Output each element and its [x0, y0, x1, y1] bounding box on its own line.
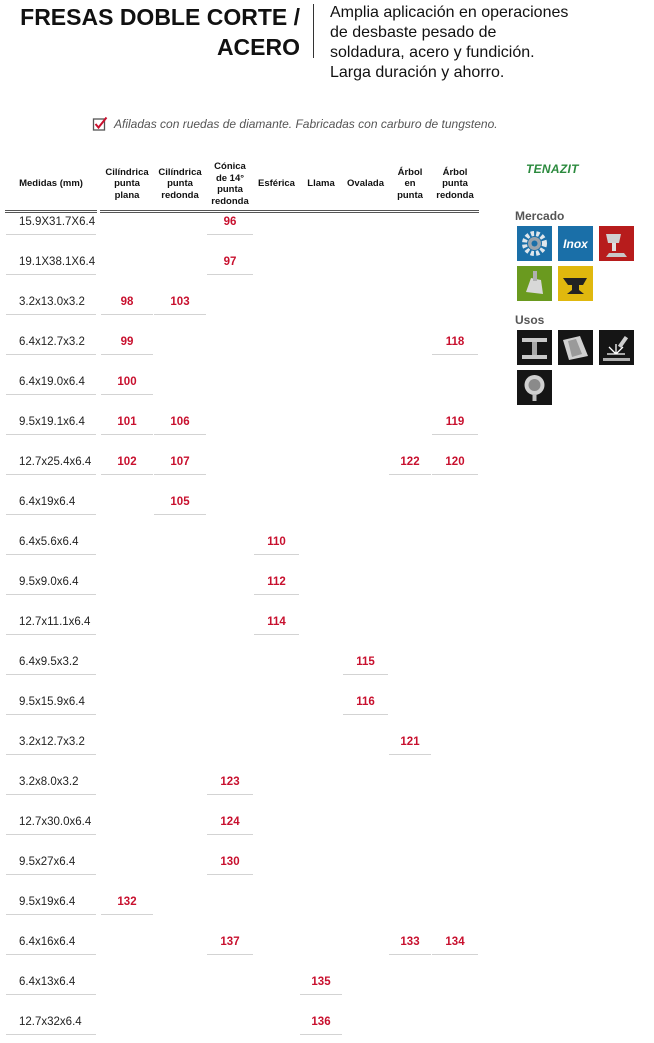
column-header-line: Cónica [214, 161, 246, 172]
column-header [6, 178, 96, 190]
page-reference-link[interactable]: 124 [220, 816, 240, 828]
header-rule [100, 210, 154, 213]
feature-note [92, 116, 498, 132]
row-rule [6, 594, 96, 595]
cell-rule [207, 794, 253, 795]
cell-rule [432, 434, 478, 435]
header-rule [299, 210, 343, 213]
row-size-label: 6.4x9.5x3.2 [19, 656, 79, 668]
row-rule [6, 874, 96, 875]
description-line: Amplia aplicación en operaciones [330, 4, 569, 21]
column-header [254, 178, 299, 190]
inox-icon [558, 226, 593, 261]
casting-ladle-icon [517, 370, 552, 405]
title-line-2: ACERO [216, 34, 300, 60]
page-reference-link[interactable]: 110 [267, 536, 286, 548]
cell-rule [101, 354, 153, 355]
header-rule [206, 210, 254, 213]
row-size-label: 12.7x25.4x6.4 [19, 456, 92, 468]
page-reference-link[interactable]: 115 [356, 656, 375, 668]
page-reference-link[interactable]: 99 [120, 336, 134, 348]
column-header-line: Medidas (mm) [19, 178, 83, 190]
column-header-line: punta [114, 178, 140, 190]
description-line: Larga duración y ahorro. [330, 64, 505, 81]
row-rule [6, 354, 96, 355]
welding-sparks-icon [599, 330, 634, 365]
page-reference-link[interactable]: 121 [400, 736, 420, 748]
page-reference-link[interactable]: 116 [356, 696, 375, 708]
cell-rule [300, 994, 342, 995]
row-size-label: 12.7x11.1x6.4 [19, 616, 91, 628]
column-header [101, 167, 153, 202]
row-size-label: 9.5x9.0x6.4 [19, 576, 79, 588]
page-reference-link[interactable]: 102 [117, 456, 137, 468]
row-size-label: 9.5x19x6.4 [19, 896, 76, 908]
row-rule [6, 714, 96, 715]
column-header-line: Árbol [397, 166, 423, 178]
page-reference-link[interactable]: 130 [220, 856, 240, 868]
column-header-line: redonda [436, 189, 474, 201]
description-line: de desbaste pesado de [330, 24, 497, 41]
row-size-label: 6.4x12.7x3.2 [19, 336, 85, 348]
column-header-line: Ovalada [347, 178, 384, 190]
column-header-line: Esférica [258, 178, 295, 190]
column-header-line: Cilíndrica [105, 166, 149, 178]
row-rule [6, 834, 96, 835]
row-rule [6, 434, 96, 435]
page-reference-link[interactable]: 120 [445, 456, 465, 468]
page-reference-link[interactable]: 114 [267, 616, 286, 628]
row-rule [6, 954, 96, 955]
row-rule [6, 754, 96, 755]
row-rule [6, 234, 96, 235]
row-rule [6, 914, 96, 915]
row-rule [6, 994, 96, 995]
cell-rule [154, 474, 206, 475]
page-reference-link[interactable]: 118 [445, 336, 465, 348]
column-header-line: punta [397, 189, 423, 201]
page-reference-link[interactable]: 122 [400, 456, 420, 468]
row-size-label: 6.4x19x6.4 [19, 496, 76, 508]
inox-text: Inox [563, 236, 588, 251]
welding-hand-icon [517, 266, 552, 301]
page-reference-link[interactable]: 96 [223, 216, 237, 228]
page-reference-link[interactable]: 106 [170, 416, 190, 428]
cell-rule [101, 394, 153, 395]
header-rule [388, 210, 432, 213]
row-size-label: 9.5x19.1x6.4 [19, 416, 85, 428]
row-size-label: 6.4x16x6.4 [19, 936, 76, 948]
column-header-line: en [404, 178, 416, 190]
column-header [207, 161, 253, 207]
row-size-label: 6.4x13x6.4 [19, 976, 76, 988]
cell-rule [389, 954, 431, 955]
row-rule [6, 394, 96, 395]
mercado-label: Mercado [515, 209, 565, 223]
i-beam-profile-icon [517, 330, 552, 365]
title-line-1: FRESAS DOBLE CORTE / [20, 4, 300, 30]
cell-rule [343, 714, 388, 715]
column-header-line: Árbol [442, 166, 468, 178]
row-rule [6, 794, 96, 795]
row-size-label: 6.4x5.6x6.4 [19, 536, 79, 548]
description-line: soldadura, acero y fundición. [330, 44, 535, 61]
page-reference-link[interactable]: 112 [267, 576, 286, 588]
title-divider [313, 4, 314, 58]
cell-rule [207, 834, 253, 835]
page-reference-link[interactable]: 137 [220, 936, 240, 948]
column-header-line: Cilíndrica [158, 166, 202, 178]
row-rule [6, 514, 96, 515]
cell-rule [101, 314, 153, 315]
cell-rule [101, 474, 153, 475]
cell-rule [343, 674, 388, 675]
page-reference-link[interactable]: 101 [117, 416, 137, 428]
row-rule [6, 274, 96, 275]
row-rule [6, 1034, 96, 1035]
page-reference-link[interactable]: 134 [445, 936, 465, 948]
row-size-label: 3.2x13.0x3.2 [19, 296, 85, 308]
header-rule [431, 210, 479, 213]
page-reference-link[interactable]: 97 [223, 256, 237, 268]
cell-rule [207, 234, 253, 235]
header-rule [5, 210, 97, 213]
cell-rule [389, 474, 431, 475]
cell-rule [254, 594, 299, 595]
cell-rule [101, 914, 153, 915]
cell-rule [154, 314, 206, 315]
cell-rule [207, 954, 253, 955]
page-reference-link[interactable]: 100 [117, 376, 137, 388]
column-header [389, 167, 431, 202]
cell-rule [154, 514, 206, 515]
page-title [0, 2, 300, 62]
row-rule [6, 554, 96, 555]
brand-logo: TENAZIT [526, 162, 579, 176]
feature-note-text: Afiladas con ruedas de diamante. Fabricadas con carburo de tungsteno. [114, 117, 498, 131]
column-header [432, 167, 478, 202]
page-reference-link[interactable]: 133 [400, 936, 420, 948]
row-rule [6, 634, 96, 635]
column-header-line: punta [217, 184, 243, 195]
usos-label: Usos [515, 313, 545, 327]
row-size-label: 9.5x15.9x6.4 [19, 696, 85, 708]
cell-rule [300, 1034, 342, 1035]
product-description [330, 3, 630, 83]
page-reference-link[interactable]: 103 [170, 296, 190, 308]
column-header-line: de 14° [215, 172, 245, 184]
row-size-label: 15.9X31.7X6.4 [19, 216, 96, 228]
header-rule [342, 210, 389, 213]
column-header-line: punta [167, 178, 193, 190]
row-rule [6, 474, 96, 475]
row-rule [6, 314, 96, 315]
row-size-label: 12.7x32x6.4 [19, 1016, 82, 1028]
page-reference-link[interactable]: 135 [311, 976, 331, 988]
checkbox-check-icon [92, 116, 108, 132]
cell-rule [254, 554, 299, 555]
cell-rule [432, 954, 478, 955]
page-reference-link[interactable]: 107 [170, 456, 190, 468]
cell-rule [389, 754, 431, 755]
cell-rule [254, 634, 299, 635]
row-size-label: 19.1X38.1X6.4 [19, 256, 96, 268]
foundry-ladle-icon [599, 226, 634, 261]
column-header-line: Llama [307, 178, 335, 190]
column-header [300, 178, 342, 190]
row-size-label: 3.2x8.0x3.2 [19, 776, 79, 788]
row-size-label: 6.4x19.0x6.4 [19, 376, 85, 388]
column-header-line: redonda [211, 195, 249, 207]
header-rule [253, 210, 300, 213]
cell-rule [101, 434, 153, 435]
gear-industry-icon [517, 226, 552, 261]
column-header [343, 178, 388, 190]
page-reference-link[interactable]: 132 [117, 896, 137, 908]
column-header [154, 167, 206, 202]
column-header-line: redonda [161, 189, 199, 201]
sheet-metal-icon [558, 330, 593, 365]
page-reference-link[interactable]: 98 [120, 296, 134, 308]
cell-rule [432, 474, 478, 475]
page-reference-link[interactable]: 105 [170, 496, 190, 508]
row-rule [6, 674, 96, 675]
cell-rule [432, 354, 478, 355]
row-size-label: 9.5x27x6.4 [19, 856, 76, 868]
page-reference-link[interactable]: 119 [445, 416, 465, 428]
column-header-line: punta [442, 178, 468, 190]
page-reference-link[interactable]: 123 [220, 776, 240, 788]
page-reference-link[interactable]: 136 [311, 1016, 331, 1028]
cell-rule [154, 434, 206, 435]
row-size-label: 3.2x12.7x3.2 [19, 736, 85, 748]
cell-rule [207, 874, 253, 875]
column-header-line: plana [114, 189, 140, 201]
cell-rule [207, 274, 253, 275]
row-size-label: 12.7x30.0x6.4 [19, 816, 92, 828]
anvil-icon [558, 266, 593, 301]
header-rule [153, 210, 207, 213]
